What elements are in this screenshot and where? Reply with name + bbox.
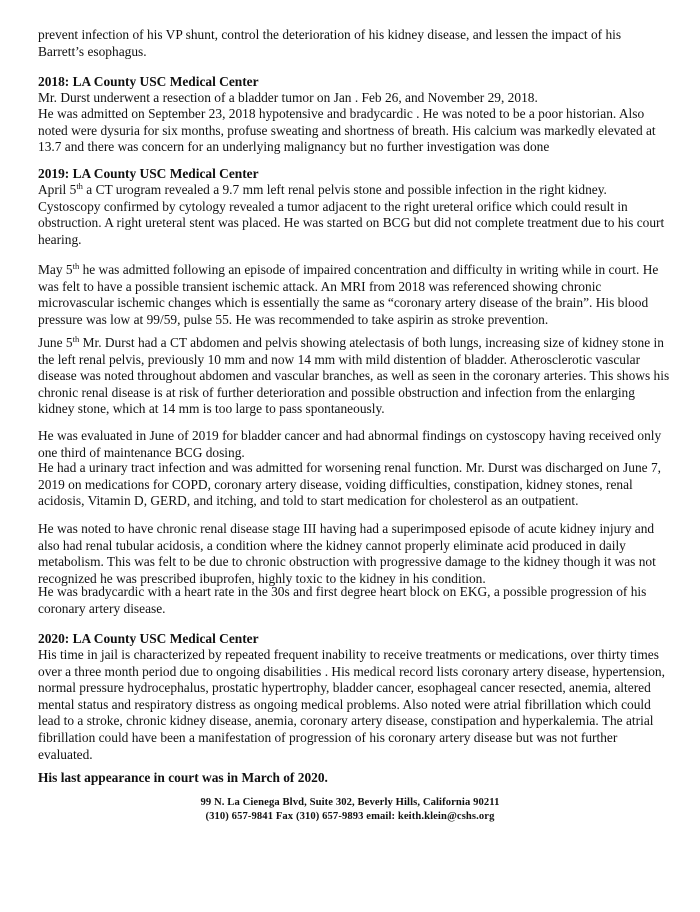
letterhead-footer xyxy=(0,796,700,824)
paragraph-2020-jail: His time in jail is characterized by repeated frequent inability to receive treatments or medications, over thirty times over a three month period due to ongoing disabilities . His medical record lists coronary artery disease, hypertension, normal pressure hydrocephalus, prostatic hypertrophy, bladder cancer, esophageal cancer resected, anemia, altered mental status and respiratory distress as ongoing medical problems. Also noted were atrial fibrillation which could lead to a stroke, chronic kidney disease, anemia, coronary artery disease, constipation and hyperkalemia. The atrial fibrillation could have been a manifestation of progression of his coronary artery disease but was not further evaluated. xyxy=(38,647,665,762)
intro-line-1: prevent infection of his VP shunt, control the deterioration of his kidney disease, and lessen the impact of his xyxy=(38,27,622,42)
paragraph-2019-april xyxy=(38,182,670,248)
paragraph-text: a CT urogram revealed a 9.7 mm left renal pelvis stone and possible infection in the right kidney. Cystoscopy confirmed by cytology revealed a tumor adjacent to the right ureteral orifice which could result in obstruction. A right ureteral stent was placed. He was started on BCG but did not complete treatment due to his court hearing. xyxy=(38,182,665,247)
paragraph-2018-resection: Mr. Durst underwent a resection of a bladder tumor on Jan . Feb 26, and November 29, 2018. xyxy=(38,90,538,105)
ordinal-suffix: th xyxy=(72,261,80,271)
footer-address: 99 N. La Cienega Blvd, Suite 302, Beverly Hills, California 90211 xyxy=(200,797,500,808)
intro-line-2: Barrett’s esophagus. xyxy=(38,43,147,59)
section-heading-2018: 2018: LA County USC Medical Center xyxy=(38,74,259,89)
paragraph-2018-admission: He was admitted on September 23, 2018 hypotensive and bradycardic . He was noted to be a poor historian. Also noted were dysuria for six months, profuse sweating and shortness of breath. His calcium was markedly elevated at 13.7 and there was concern for an underlying malignancy but no further investigation was done xyxy=(38,106,656,155)
paragraph-2019-bradycardia: He was bradycardic with a heart rate in the 30s and first degree heart block on EKG, a possible progression of his coronary artery disease. xyxy=(38,584,647,616)
paragraph-2019-june xyxy=(38,335,670,418)
paragraph-2019-bladder-cancer: He was evaluated in June of 2019 for bladder cancer and had abnormal findings on cystoscopy having received only one third of maintenance BCG dosing. xyxy=(38,428,662,460)
footer-contact: (310) 657-9841 Fax (310) 657-9893 email: keith.klein@cshs.org xyxy=(205,811,495,822)
paragraph-text: he was admitted following an episode of impaired concentration and difficulty in writing while in court. He was felt to have a possible transient ischemic attack. An MRI from 2018 was referenced showing chronic microvascular ischemic changes which is essentially the same as “coronary artery disease of the brain”. His blood pressure was low at 99/59, pulse 55. He was recommended to take aspirin as stroke prevention. xyxy=(38,262,659,327)
section-heading-2019: 2019: LA County USC Medical Center xyxy=(38,166,259,181)
paragraph-2019-renal-disease: He was noted to have chronic renal disease stage III having had a superimposed episode of acute kidney injury and also had renal tubular acidosis, a condition where the kidney cannot properly eliminate acid produced in daily metabolism. This was felt to be due to chronic obstruction with progressive damage to the kidney though it was not recognized he was prescribed ibuprofen, highly toxic to the kidney in his condition. xyxy=(38,521,656,586)
section-heading-2020: 2020: LA County USC Medical Center xyxy=(38,631,259,646)
date-text: April 5 xyxy=(38,182,77,197)
ordinal-suffix: th xyxy=(72,334,80,344)
paragraph-2019-may xyxy=(38,262,670,328)
paragraph-text: Mr. Durst had a CT abdomen and pelvis showing atelectasis of both lungs, increasing size of kidney stone in the left renal pelvis, previously 10 mm and now 14 mm with mild distention of bladder. Atherosclerotic vascular disease was noted throughout abdomen and vascular branches, as well as seen in the coronary arteries. This shows his chronic renal disease is at risk of further deterioration and possible obstruction and infection from the enlarging kidney stone, which at 14 mm is too large to pass spontaneously. xyxy=(38,335,670,417)
closing-statement: His last appearance in court was in March of 2020. xyxy=(38,770,328,785)
ordinal-suffix: th xyxy=(76,181,83,191)
date-text: June 5 xyxy=(38,335,73,350)
intro-paragraph xyxy=(38,27,670,60)
date-text: May 5 xyxy=(38,262,73,277)
paragraph-2019-uti: He had a urinary tract infection and was admitted for worsening renal function. Mr. Durst was discharged on June 7, 2019 on medications for COPD, coronary artery disease, voiding difficulties, constipation, kidney stones, renal acidosis, Vitamin D, GERD, and itching, and told to start medication for cholesterol as an outpatient. xyxy=(38,460,661,509)
